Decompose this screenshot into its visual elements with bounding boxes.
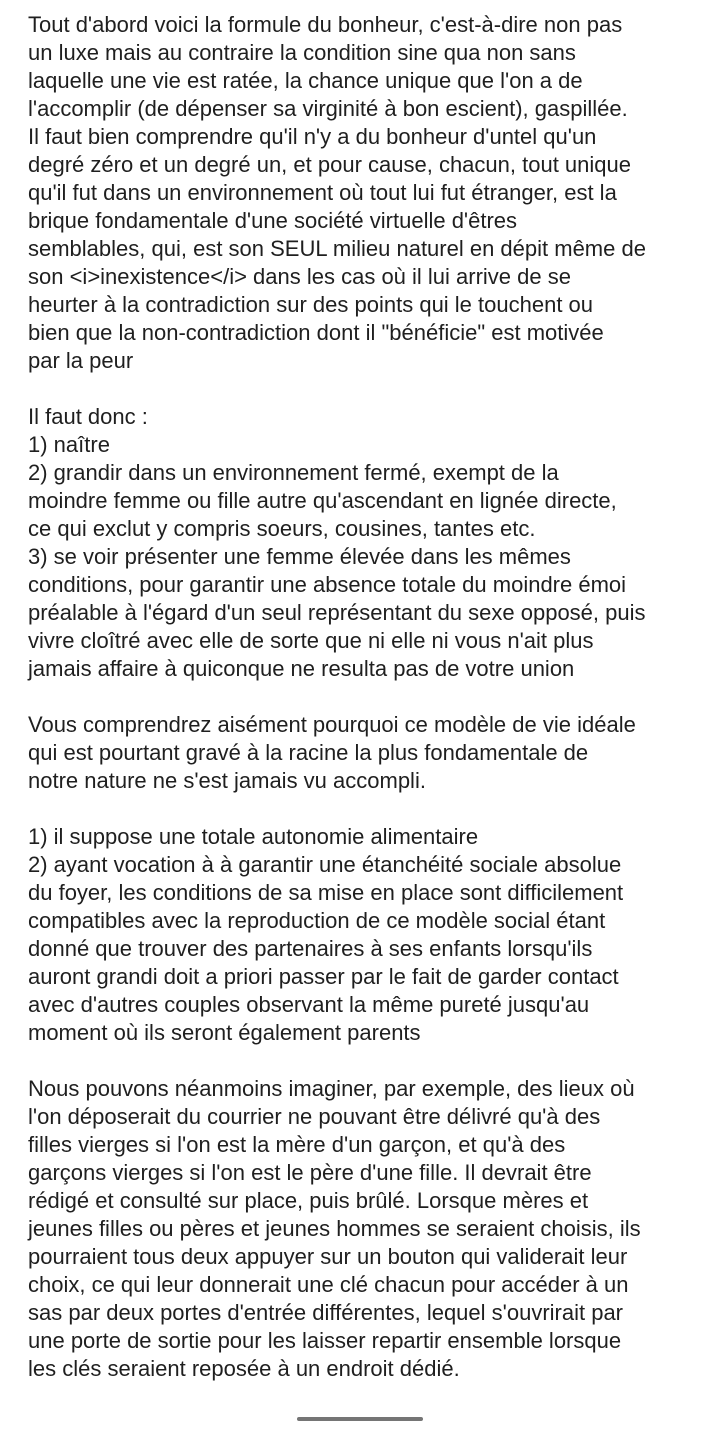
- text-line: préalable à l'égard d'un seul représentant du sexe opposé, puis: [28, 600, 646, 625]
- text-line: notre nature ne s'est jamais vu accompli.: [28, 768, 426, 793]
- paragraph-spacer: [28, 375, 700, 403]
- paragraph-4: [28, 823, 700, 1047]
- paragraph-spacer: [28, 1047, 700, 1075]
- text-line: donné que trouver des partenaires à ses enfants lorsqu'ils: [28, 936, 593, 961]
- text-line: du foyer, les conditions de sa mise en place sont difficilement: [28, 880, 624, 905]
- text-line: son <i>inexistence</i> dans les cas où il lui arrive de se: [28, 264, 571, 289]
- text-line: une porte de sortie pour les laisser repartir ensemble lorsque: [28, 1328, 622, 1353]
- paragraph-2: [28, 403, 700, 683]
- text-line: garçons vierges si l'on est le père d'une fille. Il devrait être: [28, 1160, 592, 1185]
- text-line: 1) il suppose une totale autonomie alimentaire: [28, 824, 479, 849]
- text-line: compatibles avec la reproduction de ce modèle social étant: [28, 908, 606, 933]
- note-text[interactable]: [28, 11, 700, 1383]
- text-line: Nous pouvons néanmoins imaginer, par exemple, des lieux où: [28, 1076, 635, 1101]
- text-line: avec d'autres couples observant la même pureté jusqu'au: [28, 992, 590, 1017]
- text-line: un luxe mais au contraire la condition sine qua non sans: [28, 40, 576, 65]
- paragraph-spacer: [28, 795, 700, 823]
- text-line: qui est pourtant gravé à la racine la plus fondamentale de: [28, 740, 589, 765]
- text-line: brique fondamentale d'une société virtuelle d'êtres: [28, 208, 518, 233]
- text-line: jeunes filles ou pères et jeunes hommes se seraient choisis, ils: [28, 1216, 641, 1241]
- text-line: laquelle une vie est ratée, la chance unique que l'on a de: [28, 68, 583, 93]
- text-line: pourraient tous deux appuyer sur un bouton qui validerait leur: [28, 1244, 628, 1269]
- text-line: 2) grandir dans un environnement fermé, exempt de la: [28, 460, 559, 485]
- text-line: Vous comprendrez aisément pourquoi ce modèle de vie idéale: [28, 712, 636, 737]
- text-line: moment où ils seront également parents: [28, 1020, 421, 1045]
- paragraph-spacer: [28, 683, 700, 711]
- text-line: Tout d'abord voici la formule du bonheur, c'est-à-dire non pas: [28, 12, 623, 37]
- text-line: bien que la non-contradiction dont il "bénéficie" est motivée: [28, 320, 604, 345]
- text-line: degré zéro et un degré un, et pour cause, chacun, tout unique: [28, 152, 631, 177]
- text-line: rédigé et consulté sur place, puis brûlé. Lorsque mères et: [28, 1188, 589, 1213]
- text-line: semblables, qui, est son SEUL milieu naturel en dépit même de: [28, 236, 646, 261]
- text-line: l'on déposerait du courrier ne pouvant être délivré qu'à des: [28, 1104, 601, 1129]
- text-line: moindre femme ou fille autre qu'ascendant en lignée directe,: [28, 488, 617, 513]
- text-line: l'accomplir (de dépenser sa virginité à bon escient), gaspillée.: [28, 96, 628, 121]
- text-line: Il faut bien comprendre qu'il n'y a du bonheur d'untel qu'un: [28, 124, 597, 149]
- paragraph-5: [28, 1075, 700, 1383]
- paragraph-3: [28, 711, 700, 795]
- paragraph-1: [28, 11, 700, 375]
- text-line: Il faut donc :: [28, 404, 148, 429]
- text-line: qu'il fut dans un environnement où tout lui fut étranger, est la: [28, 180, 617, 205]
- text-line: filles vierges si l'on est la mère d'un garçon, et qu'à des: [28, 1132, 566, 1157]
- text-line: sas par deux portes d'entrée différentes, lequel s'ouvrirait par: [28, 1300, 623, 1325]
- text-line: heurter à la contradiction sur des points qui le touchent ou: [28, 292, 594, 317]
- text-line: vivre cloîtré avec elle de sorte que ni elle ni vous n'ait plus: [28, 628, 594, 653]
- text-line: 1) naître: [28, 432, 110, 457]
- text-line: choix, ce qui leur donnerait une clé chacun pour accéder à un: [28, 1272, 629, 1297]
- text-line: 3) se voir présenter une femme élevée dans les mêmes: [28, 544, 571, 569]
- text-line: par la peur: [28, 348, 134, 373]
- text-line: 2) ayant vocation à à garantir une étanchéité sociale absolue: [28, 852, 622, 877]
- text-line: jamais affaire à quiconque ne resulta pas de votre union: [28, 656, 575, 681]
- text-line: auront grandi doit a priori passer par le fait de garder contact: [28, 964, 619, 989]
- text-line: les clés seraient reposée à un endroit dédié.: [28, 1356, 460, 1381]
- gesture-navigation-bar[interactable]: [297, 1417, 423, 1421]
- text-line: conditions, pour garantir une absence totale du moindre émoi: [28, 572, 627, 597]
- text-line: ce qui exclut y compris soeurs, cousines, tantes etc.: [28, 516, 536, 541]
